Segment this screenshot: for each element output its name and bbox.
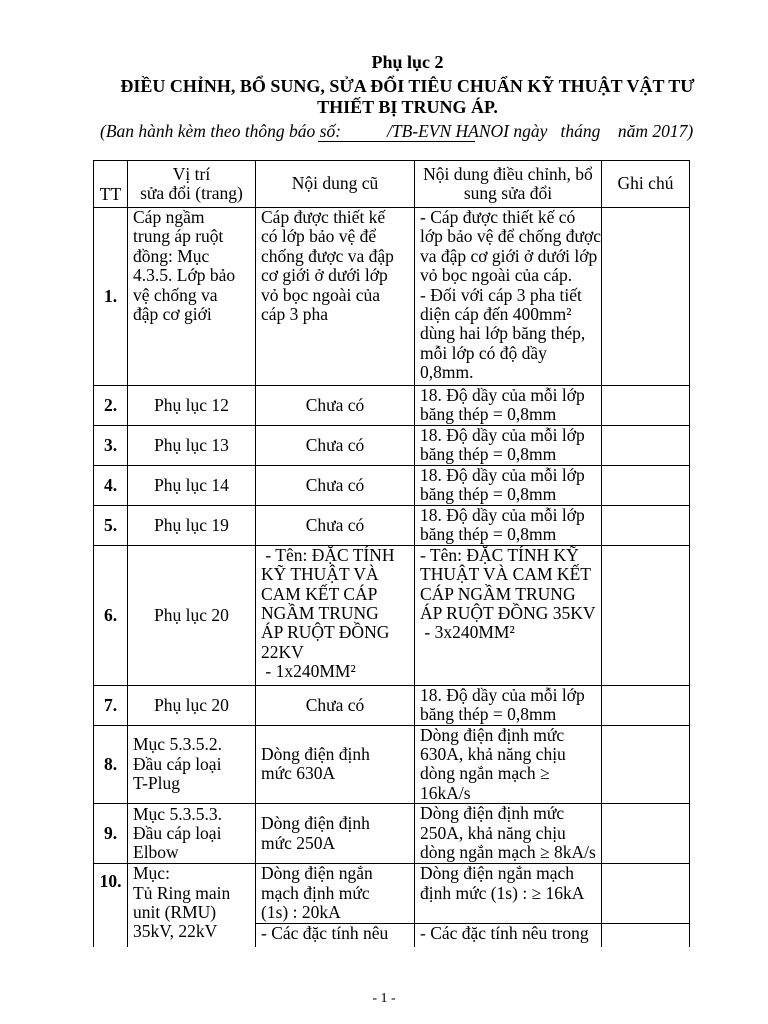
row-number: 8. [94, 725, 128, 804]
note-cell [602, 426, 690, 466]
note-cell [602, 545, 690, 685]
note-cell [602, 506, 690, 546]
note-cell [602, 725, 690, 804]
table-row [94, 386, 690, 426]
old-content-cell: Dòng điện định mức 250A [256, 804, 415, 864]
location-cell: Phụ lục 14 [128, 466, 256, 506]
table-row [94, 725, 690, 804]
document-title-line-1: ĐIỀU CHỈNH, BỔ SUNG, SỬA ĐỔI TIÊU CHUẨN KỸ THUẬT VẬT TƯ [120, 76, 695, 96]
header-location: Vị trí sửa đổi (trang) [128, 161, 256, 208]
location-cell: Phụ lục 12 [128, 386, 256, 426]
old-content-cell: Chưa có [256, 426, 415, 466]
issuance-prefix: (Ban hành kèm theo thông báo số: [100, 121, 342, 141]
table-header-row [94, 161, 690, 208]
table-row [94, 426, 690, 466]
header-tt: TT [94, 161, 128, 208]
issuance-date: ngày tháng năm 2017) [513, 121, 694, 141]
old-content-cell: Chưa có [256, 506, 415, 546]
note-cell [602, 386, 690, 426]
old-content-cell: - Các đặc tính nêu [256, 924, 415, 947]
old-content-cell: Chưa có [256, 685, 415, 725]
table-row [94, 466, 690, 506]
new-content-cell: - Tên: ĐẶC TÍNH KỸ THUẬT VÀ CAM KẾT CÁP NGẦM TRUNG ÁP RUỘT ĐỒNG 35KV - 3x240MM² [415, 545, 602, 685]
new-content-cell: 18. Độ dầy của mỗi lớp băng thép = 0,8mm [415, 426, 602, 466]
table-row [94, 506, 690, 546]
location-cell: Mục: Tủ Ring main unit (RMU) 35kV, 22kV [128, 864, 256, 947]
document-title-line-2: THIẾT BỊ TRUNG ÁP. [317, 97, 498, 117]
old-content-cell: Cáp được thiết kế có lớp bảo vệ để chống được va đập cơ giới ở dưới lớp vỏ bọc ngoài của cáp 3 pha [256, 208, 415, 386]
new-content-cell: 18. Độ dầy của mỗi lớp băng thép = 0,8mm [415, 466, 602, 506]
new-content-cell: - Các đặc tính nêu trong [415, 924, 602, 947]
appendix-label: Phụ lục 2 [371, 52, 444, 72]
old-content-cell: Dòng điện định mức 630A [256, 725, 415, 804]
location-cell: Mục 5.3.5.2. Đầu cáp loại T-Plug [128, 725, 256, 804]
new-content-cell: Dòng điện định mức 630A, khả năng chịu dòng ngắn mạch ≥ 16kA/s [415, 725, 602, 804]
old-content-cell: Chưa có [256, 386, 415, 426]
row-number: 1. [94, 208, 128, 386]
new-content-cell: Dòng điện ngắn mạch định mức (1s) : ≥ 16kA [415, 864, 602, 924]
location-cell: Phụ lục 19 [128, 506, 256, 546]
page-number: - 1 - [372, 991, 396, 1006]
note-cell [602, 864, 690, 924]
note-cell [602, 685, 690, 725]
new-content-cell: 18. Độ dầy của mỗi lớp băng thép = 0,8mm [415, 506, 602, 546]
row-number: 5. [94, 506, 128, 546]
location-cell: Phụ lục 20 [128, 545, 256, 685]
table-row [94, 804, 690, 864]
old-content-cell: Chưa có [256, 466, 415, 506]
location-cell: Phụ lục 13 [128, 426, 256, 466]
old-content-cell: - Tên: ĐẶC TÍNH KỸ THUẬT VÀ CAM KẾT CÁP NGẦM TRUNG ÁP RUỘT ĐỒNG 22KV - 1x240MM² [256, 545, 415, 685]
note-cell [602, 208, 690, 386]
amendment-table-container [92, 159, 692, 947]
note-cell [602, 924, 690, 947]
table-row [94, 208, 690, 386]
row-number: 3. [94, 426, 128, 466]
note-cell [602, 804, 690, 864]
new-content-cell: Dòng điện định mức 250A, khả năng chịu dòng ngắn mạch ≥ 8kA/s [415, 804, 602, 864]
table-row [94, 864, 690, 924]
location-cell: Mục 5.3.5.3. Đầu cáp loại Elbow [128, 804, 256, 864]
header-note: Ghi chú [602, 161, 690, 208]
table-row [94, 685, 690, 725]
location-cell: Cáp ngầm trung áp ruột đồng: Mục 4.3.5. Lớp bảo vệ chống va đập cơ giới [128, 208, 256, 386]
old-content-cell: Dòng điện ngắn mạch định mức (1s) : 20kA [256, 864, 415, 924]
row-number: 4. [94, 466, 128, 506]
new-content-cell: 18. Độ dầy của mỗi lớp băng thép = 0,8mm [415, 685, 602, 725]
amendment-table [93, 160, 690, 947]
table-row [94, 545, 690, 685]
location-cell: Phụ lục 20 [128, 685, 256, 725]
row-number: 10. [94, 864, 128, 947]
issuance-reference [387, 120, 693, 142]
document-number: /TB-EVN HANOI [387, 121, 510, 141]
row-number: 7. [94, 685, 128, 725]
row-number: 6. [94, 545, 128, 685]
new-content-cell: 18. Độ dầy của mỗi lớp băng thép = 0,8mm [415, 386, 602, 426]
new-content-cell: - Cáp được thiết kế có lớp bảo vệ để chống được va đập cơ giới ở dưới lớp vỏ bọc ngoài của cáp. - Đối với cáp 3 pha tiết diện cáp đến 400mm² dùng hai lớp băng thép, mỗi lớp có độ dầy 0,8mm. [415, 208, 602, 386]
header-old-content: Nội dung cũ [256, 161, 415, 208]
header-new-content: Nội dung điều chỉnh, bổ sung sửa đổi [415, 161, 602, 208]
note-cell [602, 466, 690, 506]
row-number: 2. [94, 386, 128, 426]
row-number: 9. [94, 804, 128, 864]
